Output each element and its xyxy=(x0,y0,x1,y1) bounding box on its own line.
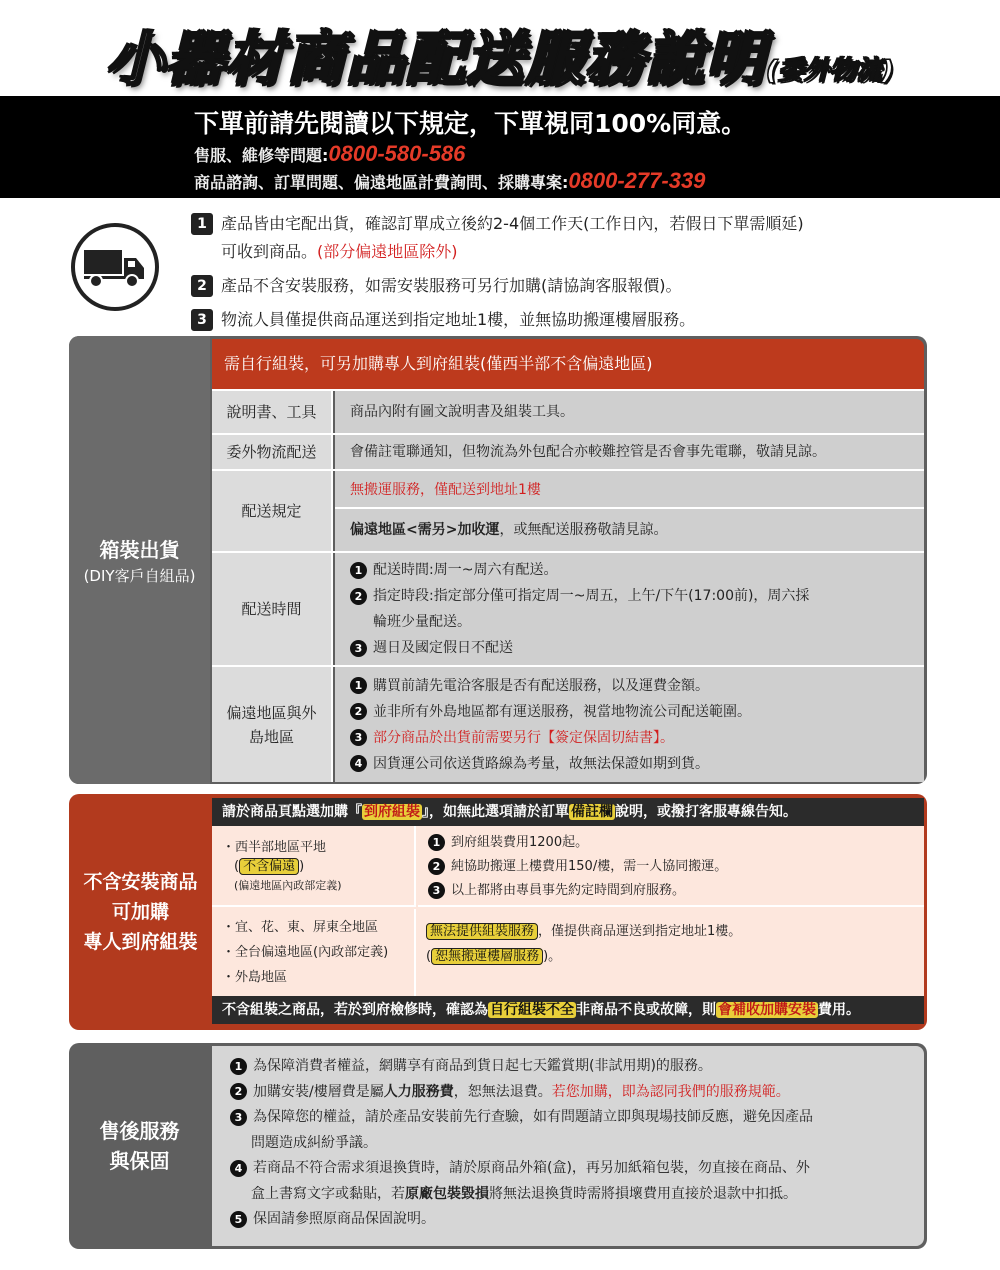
install-panel xyxy=(69,794,927,1030)
list-item-cont: 問題造成糾紛爭議。 xyxy=(251,1134,377,1151)
list-item xyxy=(230,1105,924,1131)
row-label: 偏遠地區與外島地區 xyxy=(212,667,333,782)
note-highlight: 自行組裝不全 xyxy=(490,1002,574,1018)
table-row xyxy=(212,665,924,782)
note-text: 請於商品頁點選加購『 xyxy=(222,804,362,820)
after-side xyxy=(69,1043,210,1249)
item-text: 因貨運公司依送貨路線為考量，故無法保證如期到貨。 xyxy=(373,755,709,772)
after-body xyxy=(212,1046,924,1246)
rule-text: 產品不含安裝服務，如需安裝服務可另行加購(請協詢客服報價)。 xyxy=(221,276,682,295)
rule-item xyxy=(191,210,951,266)
item-red: 若您加購，即為認同我們的服務規範。 xyxy=(551,1083,790,1100)
rule-text: 產品皆由宅配出貨，確認訂單成立後約2-4個工作天(工作日內，若假日下單需順延) xyxy=(221,214,804,233)
item-bold: 人力服務費 xyxy=(383,1083,454,1100)
list-item xyxy=(350,635,924,661)
after-side-line: 與保固 xyxy=(109,1149,170,1173)
after-sales-panel xyxy=(69,1043,927,1249)
title-sub: (委外物流) xyxy=(766,56,894,86)
table-row xyxy=(212,433,924,469)
east-text: ，僅提供商品運送到指定地址1樓。 xyxy=(538,924,742,939)
list-item xyxy=(350,557,924,583)
list-item xyxy=(350,725,924,751)
after-side-text xyxy=(100,1116,180,1176)
inquiry-label: 商品諮詢、訂單問題、偏遠地區計費詢問、採購專案: xyxy=(194,173,569,192)
list-item xyxy=(350,673,924,699)
note-highlight: 會補收加購安裝 xyxy=(718,1002,816,1018)
install-side-line: 可加購 xyxy=(111,901,169,923)
west-region xyxy=(212,826,416,907)
note-highlight: 到府組裝 xyxy=(364,804,420,820)
list-item xyxy=(350,699,924,725)
row-label: 說明書、工具 xyxy=(212,391,333,433)
list-item xyxy=(230,1080,924,1106)
row-value xyxy=(335,471,924,551)
list-item xyxy=(428,831,924,855)
row-label: 配送時間 xyxy=(212,553,333,665)
num-badge: 3 xyxy=(230,1109,247,1126)
delivery-rule-b xyxy=(335,509,924,551)
east-region xyxy=(212,909,416,996)
banner-inquiry-line xyxy=(194,168,705,194)
remote-fee-text: ，或無配送服務敬請見諒。 xyxy=(499,522,668,538)
item-text: 盒上書寫文字或黏貼，若 xyxy=(251,1185,405,1202)
list-item xyxy=(350,583,924,609)
list-item-cont: 輪班少量配送。 xyxy=(373,614,471,630)
num-badge: 1 xyxy=(428,834,445,851)
num-badge: 3 xyxy=(428,882,445,899)
item-text: 週日及國定假日不配送 xyxy=(373,640,513,656)
install-side-line: 專人到府組裝 xyxy=(83,931,198,953)
row-label: 配送規定 xyxy=(212,471,333,551)
rule-text-block xyxy=(221,210,804,266)
note-text: 不含組裝之商品，若於到府檢修時，確認為 xyxy=(222,1002,488,1018)
title-main: 小器材商品配送服務說明 xyxy=(106,25,767,93)
num-badge: 1 xyxy=(350,562,367,579)
num-badge: 2 xyxy=(428,858,445,875)
list-item xyxy=(230,1054,924,1080)
install-side-line: 不含安裝商品 xyxy=(83,871,198,893)
install-side xyxy=(69,794,212,1030)
west-highlight: 不含偏遠 xyxy=(239,858,299,875)
num-badge: 2 xyxy=(230,1083,247,1100)
rule-text-cont xyxy=(221,238,804,266)
region-item: ・全台偏遠地區(內政部定義) xyxy=(222,945,389,960)
install-top-note xyxy=(212,798,924,826)
west-hl-wrap: ( 不含偏遠 ) xyxy=(234,859,305,874)
rule-text2: 可收到商品。 xyxy=(221,242,318,261)
box-shipping-panel xyxy=(69,336,927,784)
rules-list xyxy=(191,210,951,340)
num-badge: 1 xyxy=(350,677,367,694)
inquiry-phone[interactable]: 0800-277-339 xyxy=(568,168,706,193)
remote-fee-bold: 偏遠地區<需另>加收運 xyxy=(350,522,500,538)
num-badge: 3 xyxy=(350,640,367,657)
note-highlight: 備註欄 xyxy=(571,804,613,820)
num-badge: 3 xyxy=(350,729,367,746)
service-label: 售服、維修等問題: xyxy=(194,146,329,165)
num-badge: 4 xyxy=(230,1160,247,1177)
item-text: 購買前請先電洽客服是否有配送服務，以及運費金額。 xyxy=(373,677,709,694)
item-text: 配送時間:周一~周六有配送。 xyxy=(373,562,558,578)
num-badge: 4 xyxy=(350,755,367,772)
list-item xyxy=(428,879,924,903)
item-bold: 原廠包裝毀損 xyxy=(405,1185,489,1202)
rule-number: 2 xyxy=(191,275,213,297)
row-label: 委外物流配送 xyxy=(212,435,333,469)
rule-item xyxy=(191,272,951,300)
item-text: 若商品不符合需求須退換貨時，請於原商品外箱(盒)，再另加紙箱包裝，勿直接在商品、外 xyxy=(253,1160,810,1176)
install-bottom-note xyxy=(212,996,924,1024)
item-text: 為保障消費者權益，網購享有商品到貨日起七天鑑賞期(非試用期)的服務。 xyxy=(253,1058,712,1074)
box-side xyxy=(69,336,210,784)
list-item-cont xyxy=(230,1182,924,1208)
item-text: 將無法退換貨時需將損壞費用直接於退款中扣抵。 xyxy=(489,1185,797,1202)
item-text: 指定時段:指定部分僅可指定周一~周五，上午/下午(17:00前)，周六採 xyxy=(373,588,810,604)
page-title xyxy=(0,12,1000,92)
item-text: 並非所有外島地區都有運送服務，視當地物流公司配送範圍。 xyxy=(373,703,751,720)
table-row xyxy=(212,469,924,551)
num-badge: 2 xyxy=(350,588,367,605)
num-badge: 2 xyxy=(350,703,367,720)
note-text: 』，如無此選項請於訂單 xyxy=(422,804,569,820)
rule-number: 3 xyxy=(191,309,213,331)
east-line xyxy=(426,919,924,944)
box-header: 需自行組裝，可另加購專人到府組裝(僅西半部不含偏遠地區) xyxy=(212,339,924,389)
region-item: ・外島地區 xyxy=(222,970,288,985)
list-item xyxy=(350,751,924,777)
note-text: 說明，或撥打客服專線告知。 xyxy=(615,804,797,820)
service-phone[interactable]: 0800-580-586 xyxy=(328,141,466,166)
rule-number: 1 xyxy=(191,213,213,235)
box-side-sub: (DIY客戶自組品) xyxy=(83,566,196,585)
west-note: (偏遠地區內政部定義) xyxy=(234,879,342,892)
truck-icon xyxy=(71,223,159,311)
east-highlight: 恕無搬運樓層服務 xyxy=(431,948,543,965)
row-value xyxy=(335,667,924,782)
delivery-rule-a: 無搬運服務，僅配送到地址1樓 xyxy=(335,471,924,509)
num-badge: 5 xyxy=(230,1211,247,1228)
item-text: 以上都將由專員事先約定時間到府服務。 xyxy=(451,883,686,898)
install-body xyxy=(212,826,924,996)
row-value: 會備註電聯通知，但物流為外包配合亦較難控管是否會事先電聯，敬請見諒。 xyxy=(335,435,924,469)
east-highlight: 無法提供組裝服務 xyxy=(426,923,538,940)
box-side-title: 箱裝出貨 xyxy=(99,537,180,562)
region-item: ・宜、花、東、屏東全地區 xyxy=(222,920,379,935)
install-side-text xyxy=(83,867,197,957)
item-text: 為保障您的權益，請於產品安裝前先行查驗，如有問題請立即與現場技師反應，避免因產品 xyxy=(253,1109,813,1125)
west-items xyxy=(418,826,924,907)
note-text: 非商品不良或故障，則 xyxy=(576,1002,716,1018)
rule-item xyxy=(191,306,951,334)
rule-text: 物流人員僅提供商品運送到指定地址1樓，並無協助搬運樓層服務。 xyxy=(221,310,696,329)
notice-banner xyxy=(0,96,1000,198)
num-badge: 1 xyxy=(230,1058,247,1075)
table-row xyxy=(212,389,924,433)
east-values xyxy=(418,909,924,996)
west-label: ・西半部地區平地 xyxy=(222,840,327,855)
item-text: 到府組裝費用1200起。 xyxy=(451,835,589,850)
banner-notice: 下單前請先閱讀以下規定，下單視同100%同意。 xyxy=(194,109,747,138)
item-text: 部分商品於出貨前需要另行【簽定保固切結書】。 xyxy=(373,729,674,746)
row-value xyxy=(335,553,924,665)
row-value: 商品內附有圖文說明書及組裝工具。 xyxy=(335,391,924,433)
item-text: 加購安裝/樓層費是屬 xyxy=(253,1083,384,1100)
list-item xyxy=(230,1207,924,1233)
east-line: ( 恕無搬運樓層服務 )。 xyxy=(426,949,562,964)
list-item xyxy=(428,855,924,879)
note-text: 費用。 xyxy=(818,1002,860,1018)
item-text: 純協助搬運上樓費用150/樓，需一人協同搬運。 xyxy=(451,859,728,874)
banner-service-line xyxy=(194,141,465,167)
after-side-line: 售後服務 xyxy=(99,1119,180,1143)
table-row xyxy=(212,551,924,665)
item-text: 保固請參照原商品保固說明。 xyxy=(253,1211,435,1227)
list-item xyxy=(230,1156,924,1182)
item-text: ，恕無法退費。 xyxy=(453,1083,552,1100)
rule-red-note: (部分偏遠地區除外) xyxy=(317,242,458,261)
